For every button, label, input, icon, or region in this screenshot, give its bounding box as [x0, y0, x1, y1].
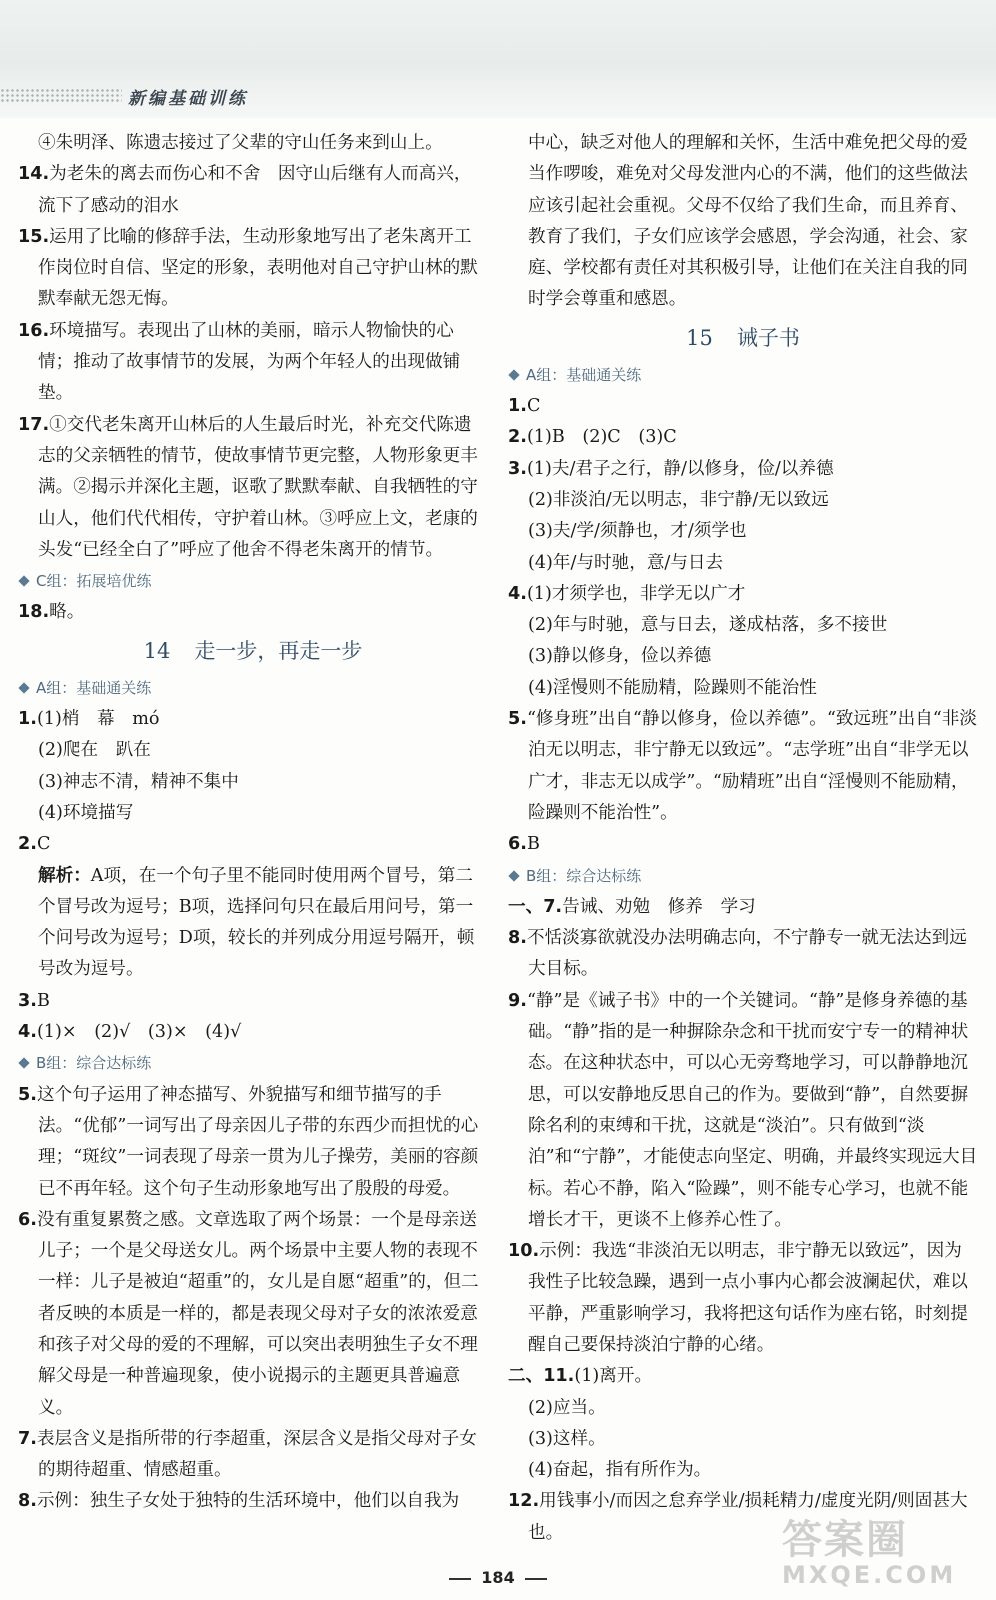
answer-text: (2)年与时驰，意与日去，遂成枯落，多不接世: [528, 615, 888, 636]
answer-item: [18, 128, 488, 159]
answer-item: [18, 829, 488, 860]
answer-item: [508, 422, 978, 453]
group-heading: [18, 566, 488, 597]
group-heading-label: B组：综合达标练: [526, 866, 642, 885]
answer-text: (4)奋起，指有所作为。: [528, 1460, 712, 1481]
answer-number: 4.: [18, 1022, 37, 1043]
answer-item: [508, 485, 978, 516]
answer-text: “修身班”出自“静以修身，俭以养德”。“致远班”出自“非淡泊无以明志，非宁静无以致远”。“志学班”出自“非学无以广才，非志无以成学”。“励精班”出自“淫慢则不能励精，险躁则不能治性”。: [526, 709, 977, 823]
answer-number: 9.: [508, 990, 527, 1011]
answer-item: [508, 641, 978, 672]
answer-text: (1)才须学也，非学无以广才: [526, 583, 746, 604]
answer-text: (4)环境描写: [38, 802, 134, 823]
answer-item: [508, 548, 978, 579]
answer-number: 8.: [18, 1491, 37, 1512]
watermark-text-url: MXQE.COM: [782, 1561, 957, 1589]
answer-number: 6.: [18, 1209, 37, 1230]
answer-text: ④朱明泽、陈遗志接过了父辈的守山任务来到山上。: [38, 133, 443, 153]
diamond-icon: [18, 1058, 29, 1069]
answer-text: (2)爬在 趴在: [38, 740, 151, 761]
answer-item: [508, 610, 978, 641]
answer-text: 示例：独生子女处于独特的生活环境中，他们以自我为: [36, 1491, 460, 1512]
answer-text: 运用了比喻的修辞手法，生动形象地写出了老朱离开工作岗位时自信、坚定的形象，表明他对自己守护山林的默默奉献无怨无悔。: [38, 226, 478, 310]
diamond-icon: [508, 870, 519, 881]
answer-item: [18, 222, 488, 316]
answer-number: 10.: [508, 1241, 540, 1262]
answer-item: [508, 391, 978, 422]
answer-text: ①交代老朱离开山林后的人生最后时光，补充交代陈遗志的父亲牺牲的情节，使故事情节更完整，人物形象更丰满。②揭示并深化主题，讴歌了默默奉献、自我牺牲的守山人，他们代代相传，守护着山林。③呼应上文，老康的头发“已经全白了”呼应了他舍不得老朱离开的情节。: [38, 414, 478, 560]
answer-text: B: [36, 990, 50, 1011]
answer-item: [18, 410, 488, 566]
answer-number: 6.: [508, 834, 527, 855]
answer-item: [18, 735, 488, 766]
answer-number: 12.: [508, 1491, 540, 1512]
answer-text: 略。: [49, 602, 85, 623]
answer-item: [508, 128, 978, 316]
answer-text: C: [526, 396, 541, 417]
answer-text: (3)静以修身，俭以养德: [528, 646, 712, 667]
answer-item: [18, 1205, 488, 1424]
answer-item: [18, 1424, 488, 1487]
group-heading-label: A组：基础通关练: [526, 365, 642, 384]
answer-number: 3.: [508, 458, 527, 479]
answer-text: 示例：我选“非淡泊无以明志，非宁静无以致远”，因为我性子比较急躁，遇到一点小事内心都会波澜起伏，难以平静，严重影响学习，我将把这句话作为座右铭，时刻提醒自己要保持淡泊宁静的心绪。: [528, 1241, 968, 1355]
answer-number: 5.: [18, 1084, 37, 1105]
answer-item: [508, 673, 978, 704]
answer-number: 2.: [18, 834, 37, 855]
answer-number: 8.: [508, 928, 527, 949]
answer-number: 5.: [508, 709, 527, 730]
answer-number: 15.: [18, 226, 50, 247]
answer-item: [18, 1080, 488, 1205]
answer-item: [508, 454, 978, 485]
answer-item: [18, 861, 488, 986]
answer-number: 1.: [18, 709, 37, 730]
answer-item: [18, 798, 488, 829]
answer-text: 不恬淡寡欲就没办法明确志向，不宁静专一就无法达到远大目标。: [526, 928, 967, 980]
answer-text: (1)梢 幕 mó: [36, 709, 160, 730]
answer-item: [18, 767, 488, 798]
answer-text: (1)× (2)√ (3)× (4)√: [36, 1022, 242, 1043]
watermark-text-cn: 答案圈: [782, 1517, 908, 1563]
answer-number: 7.: [18, 1428, 37, 1449]
footer-dash-left: [449, 1578, 471, 1580]
answer-number: 3.: [18, 990, 37, 1011]
section-name: 诫子书: [736, 325, 800, 350]
footer-dash-right: [525, 1578, 547, 1580]
answer-number: 16.: [18, 320, 50, 341]
answer-item: [508, 579, 978, 610]
answer-text: 告诫、劝勉 修养 学习: [562, 896, 756, 917]
section-title: [508, 316, 978, 360]
answer-text: (1)离开。: [574, 1366, 653, 1387]
answer-text: 为老朱的离去而伤心和不舍 因守山后继有人而高兴，流下了感动的泪水: [38, 164, 472, 216]
answer-item: [18, 159, 488, 222]
answer-item: [508, 1424, 978, 1455]
answer-item: [18, 597, 488, 628]
group-heading-label: B组：综合达标练: [36, 1054, 152, 1073]
answer-item: [508, 986, 978, 1236]
answer-text: 用钱事小/而因之怠弃学业/损耗精力/虚度光阴/则固甚大也。: [528, 1491, 968, 1543]
diamond-icon: [18, 682, 29, 693]
answer-item: [508, 1361, 978, 1392]
answer-number: 14.: [18, 164, 50, 185]
answer-item: [508, 1455, 978, 1486]
page-number: 184: [481, 1568, 515, 1587]
answer-item: [508, 704, 978, 829]
answer-text: (2)非淡泊/无以明志，非宁静/无以致远: [528, 489, 829, 510]
section-number: 15: [686, 325, 713, 350]
section-title: [18, 629, 488, 673]
left-column: [18, 128, 488, 1518]
section-name: 走一步，再走一步: [194, 638, 363, 663]
answer-item: [18, 986, 488, 1017]
answer-item: [508, 516, 978, 547]
group-heading: [508, 861, 978, 892]
analysis-label: 解析：: [38, 865, 91, 886]
answer-item: [508, 829, 978, 860]
header-band: [0, 0, 996, 118]
answer-item: [508, 1393, 978, 1424]
group-heading: [18, 1048, 488, 1079]
section-number: 14: [143, 638, 171, 663]
group-heading: [18, 673, 488, 704]
answer-text: (4)年/与时驰，意/与日去: [528, 552, 724, 573]
group-heading-label: C组：拓展培优练: [36, 572, 152, 591]
answer-text: 没有重复累赘之感。文章选取了两个场景：一个是母亲送儿子；一个是父母送女儿。两个场景中主要人物的表现不一样：儿子是被迫“超重”的，女儿是自愿“超重”的，但二者反映的本质是一样的，都是表现父母对子女的浓浓爱意和孩子对父母的爱的不理解，可以突出表明独生子女不理解父母是一种普遍现象，使小说揭示的主题更具普遍意义。: [36, 1209, 479, 1418]
answer-text: (1)夫/君子之行，静/以修身，俭/以养德: [526, 458, 834, 479]
book-series-title: 新编基础训练: [128, 89, 248, 109]
answer-number: 1.: [508, 396, 527, 417]
diamond-icon: [18, 575, 29, 586]
diamond-icon: [508, 369, 519, 380]
answer-number: 4.: [508, 583, 527, 604]
answer-item: [18, 1017, 488, 1048]
answer-number: 一、7.: [508, 896, 563, 917]
answer-item: [508, 1236, 978, 1361]
answer-text: 表层含义是指所带的行李超重，深层含义是指父母对子女的期待超重、情感超重。: [36, 1428, 477, 1481]
group-heading: [508, 360, 978, 391]
answer-item: [18, 1486, 488, 1517]
answer-item: [508, 923, 978, 986]
answer-text: A项，在一个句子里不能同时使用两个冒号，第二个冒号改为逗号；B项，选择问句只在最后用问号，第一个问号改为逗号；D项，较长的并列成分用逗号隔开，顿号改为逗号。: [38, 865, 475, 980]
group-heading-label: A组：基础通关练: [36, 678, 152, 697]
answer-text: (4)淫慢则不能励精，险躁则不能治性: [528, 677, 817, 698]
answer-text: (2)应当。: [528, 1397, 606, 1418]
answer-number: 2.: [508, 427, 527, 448]
answer-item: [508, 892, 978, 923]
answer-text: (1)B (2)C (3)C: [526, 427, 677, 448]
answer-number: 17.: [18, 414, 50, 435]
answer-text: “静”是《诫子书》中的一个关键词。“静”是修身养德的基础。“静”指的是一种摒除杂念和干扰而安宁专一的精神状态。在这种状态中，可以心无旁骛地学习，可以静静地沉思，可以安静地反思自己的作为。要做到“静”，自然要摒除名利的束缚和干扰，这就是“淡泊”。只有做到“淡泊”和“宁静”，才能使志向坚定、明确，并最终实现远大目标。若心不静，陷入“险躁”，则不能专心学习，也就不能增长才干，更谈不上修养心性了。: [526, 990, 978, 1230]
header-dot-pattern: [0, 88, 122, 104]
right-column: [508, 128, 978, 1549]
answer-text: (3)夫/学/须静也，才/须学也: [528, 521, 747, 542]
answer-text: (3)神志不清，精神不集中: [38, 771, 239, 792]
watermark-logo: [782, 1518, 992, 1598]
answer-text: B: [526, 834, 540, 855]
answer-item: [18, 316, 488, 410]
answer-text: 中心，缺乏对他人的理解和关怀，生活中难免把父母的爱当作啰唆，难免对父母发泄内心的不满，他们的这些做法应该引起社会重视。父母不仅给了我们生命，而且养育、教育了我们，子女们应该学会感恩，学会沟通，社会、家庭、学校都有责任对其积极引导，让他们在关注自我的同时学会尊重和感恩。: [528, 133, 968, 310]
answer-text: 环境描写。表现出了山林的美丽，暗示人物愉快的心情；推动了故事情节的发展，为两个年轻人的出现做铺垫。: [38, 320, 461, 404]
answer-text: 这个句子运用了神态描写、外貌描写和细节描写的手法。“优郁”一词写出了母亲因儿子带的东西少而担忧的心理；“斑纹”一词表现了母亲一贯为儿子操劳，美丽的容颜已不再年轻。这个句子生动形象地写出了殷殷的母爱。: [36, 1084, 479, 1199]
answer-number: 18.: [18, 602, 50, 623]
answer-item: [18, 704, 488, 735]
answer-number: 二、11.: [508, 1366, 575, 1387]
answer-text: C: [36, 834, 51, 855]
answer-text: (3)这样。: [528, 1428, 606, 1449]
